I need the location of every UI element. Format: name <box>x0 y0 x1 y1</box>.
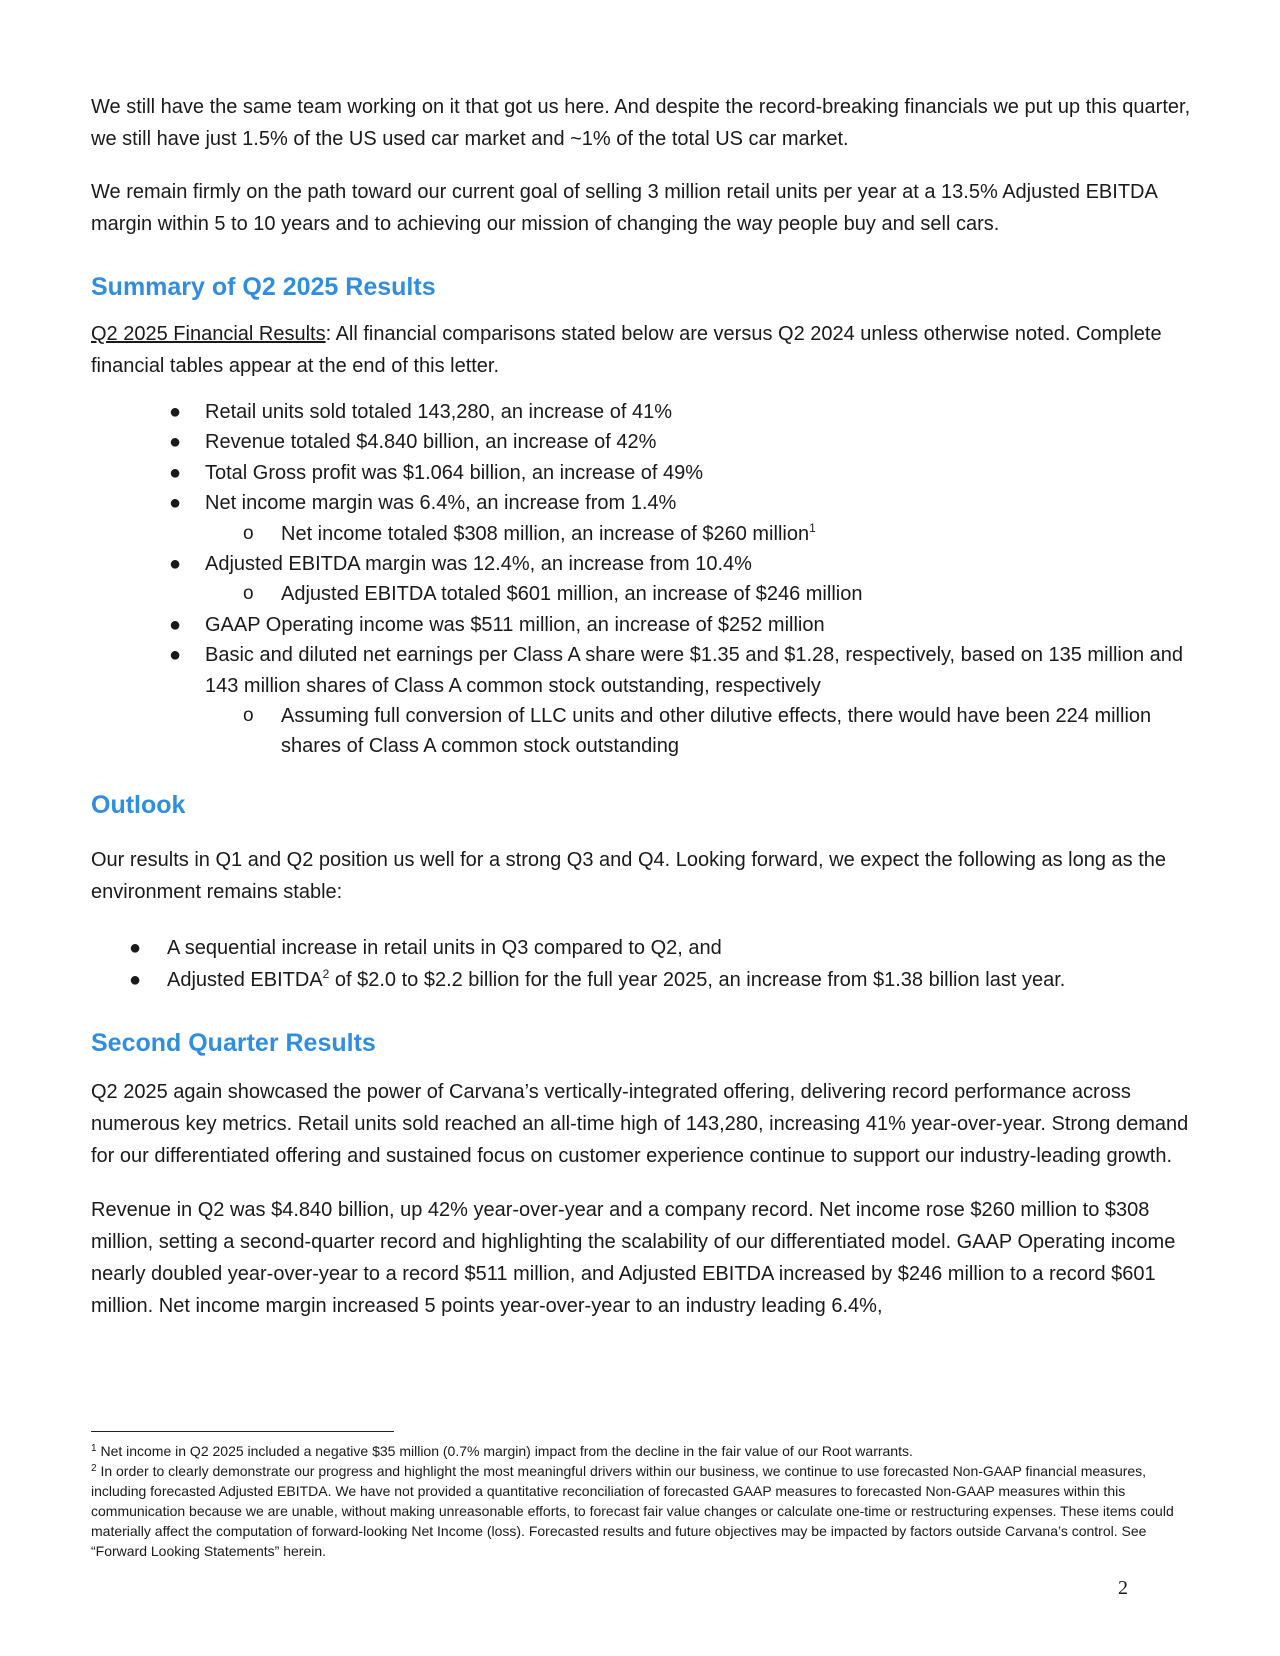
sub-bullet-icon: o <box>243 705 254 727</box>
sub-list-item: o Net income totaled $308 million, an increase of $260 million$^1$ <box>91 519 1191 549</box>
list-item: ● Retail units sold totaled 143,280, an increase of 41% <box>91 397 1191 427</box>
list-item: ● Revenue totaled $4.840 billion, an increase of 42% <box>91 427 1191 457</box>
results-list <box>91 397 1191 762</box>
footnote-1: $^1$ Net income in Q2 2025 included a negative $35 million (0.7% margin) impact from the decline in the fair value of our Root warrants. <box>91 1443 913 1459</box>
list-item: ● Adjusted EBITDA margin was 12.4%, an increase from 10.4% <box>91 549 1191 579</box>
list-item: ● Basic and diluted net earnings per Class A share were $1.35 and $1.28, respectively, based on 135 million and 143 million shares of Class A common stock outstanding, respectively <box>91 640 1191 701</box>
outlook-paragraph: Our results in Q1 and Q2 position us well for a strong Q3 and Q4. Looking forward, we expect the following as long as the environment remains stable: <box>91 848 1167 903</box>
list-item: ● GAAP Operating income was $511 million, an increase of $252 million <box>91 610 1191 640</box>
page-content <box>91 91 1191 1322</box>
intro-paragraph-2: We remain firmly on the path toward our current goal of selling 3 million retail units per year at a 13.5% Adjusted EBITDA margin within 5 to 10 years and to achieving our mission of changing the way people buy and sell cars. <box>91 181 1157 235</box>
sub-list-item: o Adjusted EBITDA totaled $601 million, an increase of $246 million <box>91 579 1191 609</box>
footnote-divider <box>91 1431 394 1432</box>
list-item: ● Total Gross profit was $1.064 billion, an increase of 49% <box>91 458 1191 488</box>
outlook-list <box>91 932 1191 996</box>
bullet-icon: ● <box>169 553 182 576</box>
intro-paragraph-1: We still have the same team working on it that got us here. And despite the record-breaking financials we put up this quarter, we still have just 1.5% of the US used car market and ~1% of the total US car market. <box>91 96 1191 150</box>
second-quarter-heading: Second Quarter Results <box>91 1028 376 1057</box>
bullet-icon: ● <box>169 401 182 423</box>
list-item: ● Net income margin was 6.4%, an increase from 1.4% <box>91 488 1191 518</box>
bullet-icon: ● <box>169 492 182 515</box>
bullet-icon: ● <box>169 431 182 454</box>
sub-bullet-icon: o <box>243 522 254 544</box>
sub-list-item: o Assuming full conversion of LLC units and other dilutive effects, there would have been 224 million shares of Class A common stock outstanding <box>91 701 1191 762</box>
outlook-heading: Outlook <box>91 790 186 819</box>
footnote-ref-1[interactable]: 1 <box>809 520 816 535</box>
list-item: ● A sequential increase in retail units in Q3 compared to Q2, and <box>91 932 1191 964</box>
bullet-icon: ● <box>129 968 142 991</box>
footnote-ref-2[interactable]: 2 <box>322 966 330 981</box>
bullet-icon: ● <box>169 461 182 484</box>
summary-lead-paragraph <box>91 318 1191 382</box>
second-quarter-paragraph-1: Q2 2025 again showcased the power of Carvana’s vertically-integrated offering, delivering record performance across numerous key metrics. Retail units sold reached an all-time high of 143,280, increasing 41% year-over-year. Strong demand for our differentiated offering and sustained focus on customer experience continue to support our industry-leading growth. <box>91 1080 1189 1167</box>
sub-bullet-icon: o <box>243 583 254 605</box>
footnotes <box>91 1441 1191 1561</box>
page-number: 2 <box>1118 1577 1128 1599</box>
summary-heading: Summary of Q2 2025 Results <box>91 273 436 301</box>
bullet-icon: ● <box>169 613 182 636</box>
list-item: ● Adjusted EBITDA$^2$ of $2.0 to $2.2 billion for the full year 2025, an increase from $1.38 billion last year. <box>91 964 1191 996</box>
footnote-2: $^2$ In order to clearly demonstrate our progress and highlight the most meaningful drivers within our business, we continue to use forecasted Non-GAAP financial measures, including forecasted Adjusted EBITDA. We have not provided a quantitative reconciliation of forecasted GAAP measures to forecasted Non-GAAP measures within this communication because we are unable, without making unreasonable efforts, to forecast fair value changes or calculate one-time or restructuring expenses. These items could materially affect the computation of forward-looking Net Income (loss). Forecasted results and future objectives may be impacted by factors outside Carvana’s control. See “Forward Looking Statements” herein. <box>91 1463 1174 1559</box>
bullet-icon: ● <box>129 936 142 959</box>
bullet-icon: ● <box>169 644 182 667</box>
financial-results-label: Q2 2025 Financial Results <box>91 323 326 345</box>
summary-lead-text: : All financial comparisons stated below are versus Q2 2024 unless otherwise noted. Complete financial tables appear at the end of this letter. <box>91 323 1162 377</box>
second-quarter-paragraph-2: Revenue in Q2 was $4.840 billion, up 42% year-over-year and a company record. Net income rose $260 million to $308 million, setting a second-quarter record and highlighting the scalability of our differentiated model. GAAP Operating income nearly doubled year-over-year to a record $511 million, and Adjusted EBITDA increased by $246 million to a record $601 million. Net income margin increased 5 points year-over-year to an industry leading 6.4%, <box>91 1198 1176 1317</box>
